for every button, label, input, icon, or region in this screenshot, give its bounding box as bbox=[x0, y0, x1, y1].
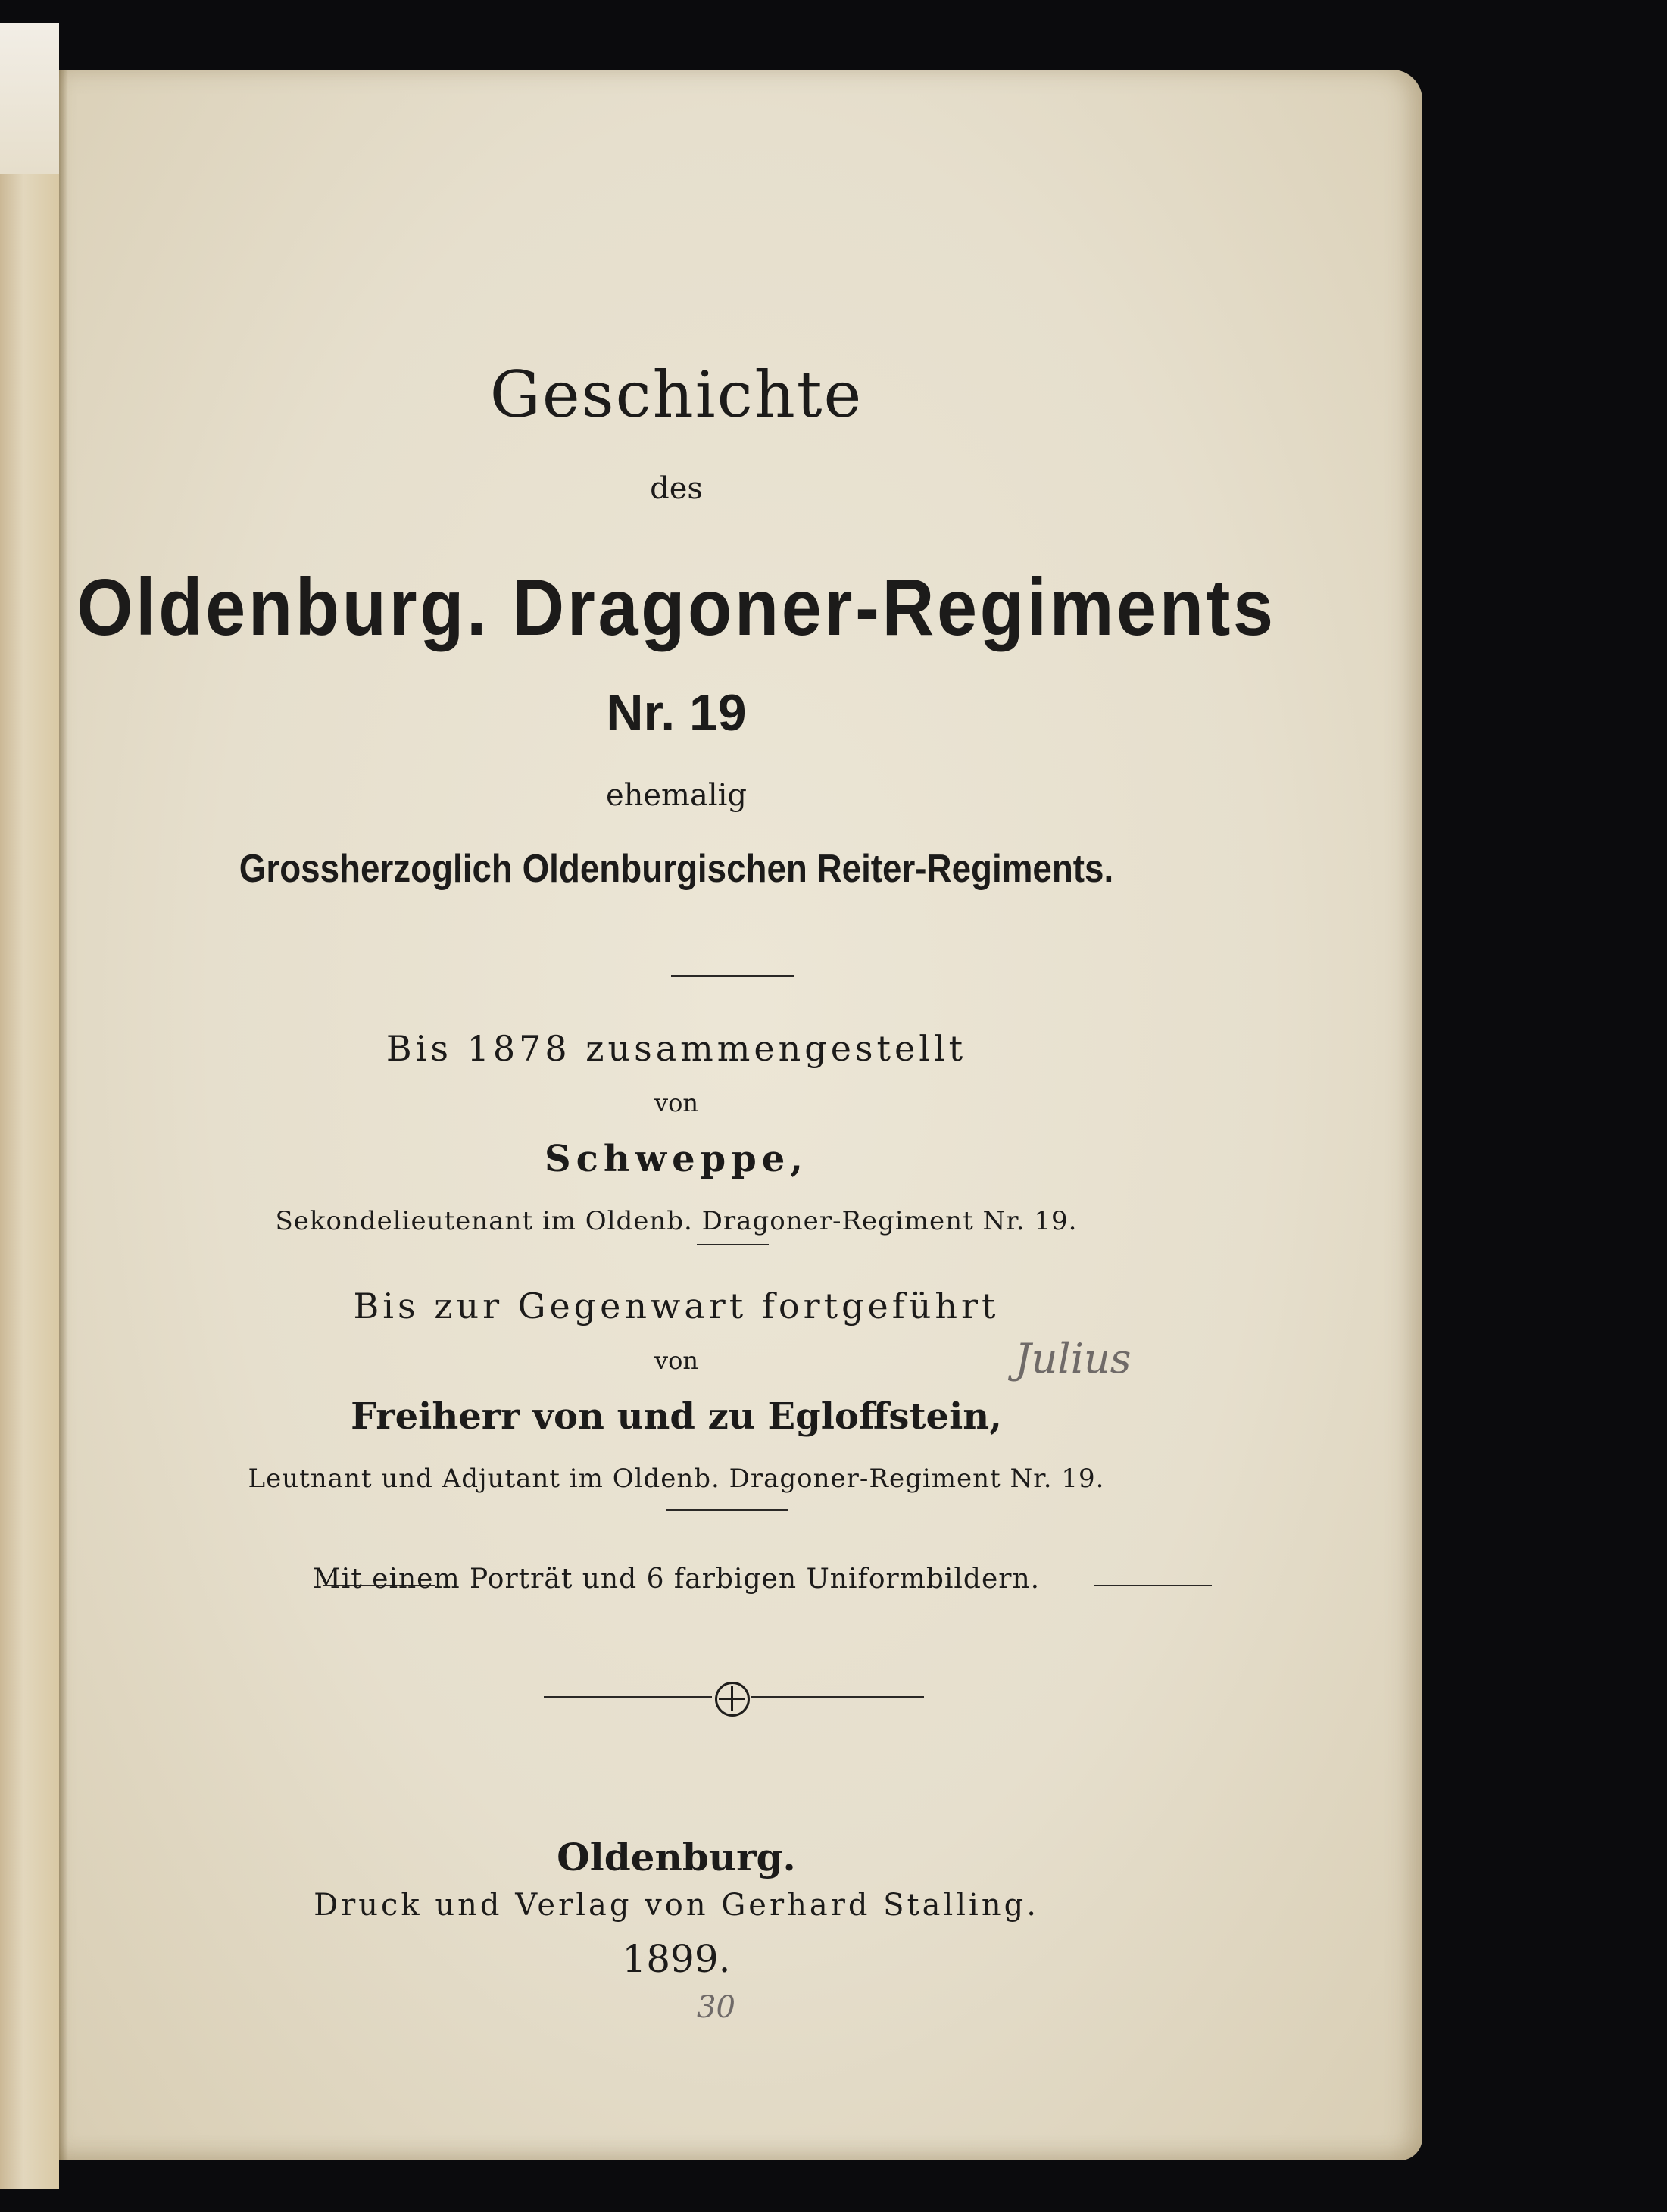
handwritten-first-name: Julius bbox=[1015, 1335, 1132, 1382]
flower-ornament-icon bbox=[715, 1682, 750, 1717]
word-von-2: von bbox=[654, 1346, 698, 1375]
publisher: Druck und Verlag von Gerhard Stalling. bbox=[314, 1888, 1039, 1923]
divider-rule-1 bbox=[671, 975, 794, 977]
spine-edge bbox=[0, 23, 59, 174]
title-page bbox=[59, 70, 1422, 2160]
illustrations-note: Mit einem Porträt und 6 farbigen Uniformbildern. bbox=[312, 1564, 1041, 1595]
word-von-1: von bbox=[654, 1089, 698, 1117]
publication-year: 1899. bbox=[622, 1937, 731, 1981]
divider-rule-2 bbox=[697, 1244, 769, 1245]
compiled-until: Bis 1878 zusammengestellt bbox=[386, 1028, 967, 1069]
author-1-rank: Sekondelieutenant im Oldenb. Dragoner-Regiment Nr. 19. bbox=[275, 1206, 1078, 1236]
author-1-name: Schweppe, bbox=[544, 1138, 809, 1180]
illustrations-rule-right bbox=[1094, 1585, 1212, 1586]
continued-to-present: Bis zur Gegenwart fortgeführt bbox=[353, 1286, 1000, 1326]
ornament-rule-left bbox=[544, 1696, 712, 1698]
word-ehemalig: ehemalig bbox=[605, 778, 748, 813]
regiment-number: Nr. 19 bbox=[606, 684, 747, 742]
page-gutter-shadow bbox=[59, 70, 68, 2160]
divider-rule-3 bbox=[666, 1509, 788, 1511]
regiment-name: Oldenburg. Dragoner-Regiments bbox=[76, 563, 1276, 652]
ornament-rule-right bbox=[751, 1696, 924, 1698]
heading-geschichte: Geschichte bbox=[489, 358, 863, 432]
publication-place: Oldenburg. bbox=[557, 1835, 796, 1879]
author-2-name: Freiherr von und zu Egloffstein, bbox=[351, 1395, 1002, 1438]
former-regiment-name: Grossherzoglich Oldenburgischen Reiter-Regiments. bbox=[239, 847, 1114, 891]
handwritten-number: 30 bbox=[697, 1990, 735, 2025]
word-des: des bbox=[650, 471, 703, 506]
author-2-rank: Leutnant und Adjutant im Oldenb. Dragoner-Regiment Nr. 19. bbox=[248, 1464, 1105, 1494]
